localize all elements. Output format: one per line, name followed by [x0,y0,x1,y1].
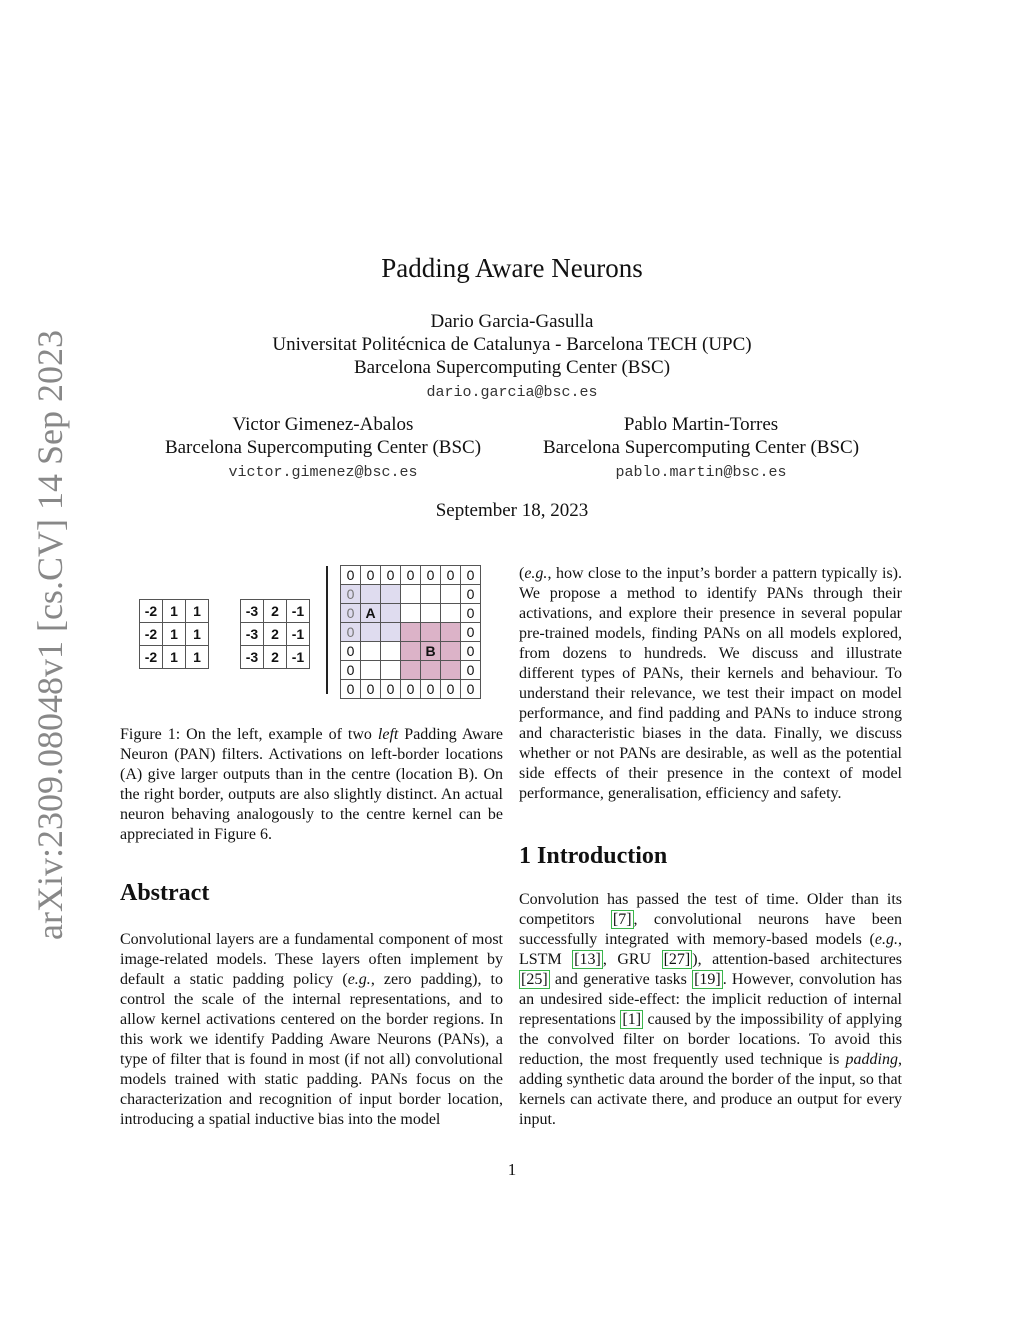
caption-text: Padding Aware Neuron (PAN) filters. Activations on left-border locations (A) give larger outputs than in the centre (location B). On the right border, outputs are also slightly distinct. An actual neuron behaving analogously to the centre kernel can be appreciated in Figure 6. [120,726,503,843]
kernel-cell: -2 [140,623,163,646]
grid-cell-pad: 0 [341,566,361,585]
grid-cell-pad: 0 [441,566,461,585]
citation-link[interactable]: [7] [612,911,632,928]
grid-cell-pad: 0 [341,642,361,661]
kernel-cell: 2 [264,623,287,646]
kernel-cell: 1 [186,646,209,669]
grid-cell [421,661,441,680]
grid-cell-pad: 0 [461,680,481,699]
intro-text: , LSTM [519,931,902,968]
section-heading-introduction: 1 Introduction [519,843,668,869]
grid-cell-pad: 0 [401,680,421,699]
citation-link[interactable]: [25] [521,971,548,988]
grid-cell [401,642,421,661]
citation-link[interactable]: [13] [574,951,601,968]
kernel-cell: 2 [264,646,287,669]
abstract-emphasis: e.g. [347,971,371,988]
intro-text: Convolution has passed the test of time. Older than its competitors [519,891,902,928]
intro-text: and generative tasks [549,971,693,988]
abstract-body [120,930,503,1130]
kernel-cell: 1 [186,623,209,646]
figure-divider [326,566,328,694]
grid-cell-pad: 0 [461,604,481,623]
figure-caption [120,725,503,845]
grid-cell-pad: 0 [461,661,481,680]
citation-link[interactable]: [1] [622,1011,642,1028]
abstract-emphasis: e.g. [524,565,548,582]
kernel-cell: -3 [241,623,264,646]
grid-cell-pad: 0 [421,680,441,699]
kernel-cell: -3 [241,600,264,623]
grid-cell-pad: 0 [341,623,361,642]
kernel-cell: -2 [140,646,163,669]
grid-cell-pad: 0 [381,566,401,585]
grid-cell-pad: 0 [461,585,481,604]
grid-cell-pad: 0 [461,566,481,585]
grid-cell [441,585,461,604]
author-name: Dario Garcia-Gasulla [430,311,594,332]
intro-text: caused by the impossibility of applying the convolved filter on border locations. To avoid this reduction, the most frequently used technique is [519,1011,902,1068]
grid-cell [401,661,421,680]
author-affiliation: Universitat Politécnica de Catalunya - Barcelona TECH (UPC) [272,334,752,355]
grid-cell-pad: 0 [361,566,381,585]
grid-cell-pad: 0 [381,680,401,699]
grid-cell-pad: 0 [401,566,421,585]
grid-cell [421,623,441,642]
grid-cell [381,661,401,680]
introduction-body [519,890,902,1130]
kernel-centre [240,599,310,669]
grid-cell [381,585,401,604]
grid-cell-pad: 0 [441,680,461,699]
intro-text: , adding synthetic data around the border of the input, so that kernels can activate there, and produce an output for every input. [519,1051,902,1128]
kernel-cell: 1 [163,600,186,623]
paper-date: September 18, 2023 [435,500,589,521]
paper-title: Padding Aware Neurons [381,253,643,283]
grid-cell [381,623,401,642]
abstract-text: , how close to the input’s border a pattern typically is). We propose a method to identify PANs through their activations, and explore their presence in several popular pre-trained models, finding PANs on all models explored, from dozens to hundreds. We discuss and illustrate different types of PANs, their kernels and behaviour. To understand their relevance, we test their impact on model performance, and find padding and PANs to induce strong and characteristic biases in the data. Finally, we discuss whether or not PANs are desirable, as well as the potential side effects of their presence in the context of model performance, generalisation, efficiency and safety. [519,565,902,802]
page-number: 1 [507,1160,517,1179]
kernel-cell: -3 [241,646,264,669]
author-name: Pablo Martin-Torres [623,414,779,435]
kernel-cell: 2 [264,600,287,623]
kernel-cell: -1 [287,600,310,623]
grid-cell-pad: 0 [341,680,361,699]
grid-cell [441,604,461,623]
grid-cell [361,623,381,642]
grid-cell [441,623,461,642]
abstract-continuation: (e.g., how close to the input’s border a pattern typically is). We propose a method to identify PANs through their activations, and explore their presence in several popular pre-trained models, finding PANs on all models explored, from dozens to hundreds. We discuss and illustrate different types of PANs, their kernels and behaviour. To understand their relevance, we test their impact on model performance, and find padding and PANs to induce strong and characteristic biases in the data. Finally, we discuss whether or not PANs are desirable, as well as the potential side effects of their presence in the context of model performance, generalisation, efficiency and safety. [519,565,902,802]
author-affiliation: Barcelona Supercomputing Center (BSC) [164,437,482,458]
intro-emphasis: e.g. [874,931,898,948]
grid-cell [381,642,401,661]
kernel-cell: -1 [287,623,310,646]
abstract-text: , zero padding), to control the scale of the internal representations, and to allow kernel activations centered on the border regions. In this work we identify Padding Aware Neurons (PANs), a type of filter that is found in most (if not all) convolutional models trained with static padding. PANs focus on the characterization and recognition of input border location, introducing a spatial inductive bias into the model [120,971,503,1128]
grid-cell-pad: 0 [461,642,481,661]
grid-cell-pad: 0 [341,585,361,604]
grid-cell [401,623,421,642]
grid-cell [361,585,381,604]
intro-text: ), attention-based architectures [692,951,903,968]
kernel-cell: 1 [163,623,186,646]
kernel-cell: -2 [140,600,163,623]
grid-cell-pad: 0 [361,680,381,699]
author-email[interactable]: victor.gimenez@bsc.es [228,464,418,481]
citation-link[interactable]: [27] [663,951,691,968]
grid-cell-pad: 0 [461,623,481,642]
grid-cell-label-b: B [421,642,441,661]
grid-cell-pad: 0 [341,661,361,680]
grid-cell [421,585,441,604]
caption-text: Figure 1: On the left, example of two [120,726,378,743]
caption-emphasis: left [377,726,399,743]
grid-cell [441,661,461,680]
author-name: Victor Gimenez-Abalos [232,414,414,435]
kernel-cell: -1 [287,646,310,669]
arxiv-stamp: arXiv:2309.08048v1 [cs.CV] 14 Sep 2023 [30,330,70,940]
intro-text: . However, convolution has an undesired side-effect: the implicit reduction of internal representations [519,971,902,1028]
abstract-text: Convolutional layers are a fundamental component of most image-related models. These layers often implement by default a static padding policy ( [120,931,503,988]
grid-cell [361,661,381,680]
intro-text: , convolutional neurons have been successfully integrated with memory-based models ( [519,911,902,948]
kernel-cell: 1 [186,600,209,623]
padded-input-grid [340,565,481,699]
citation-link[interactable]: [19] [694,971,721,988]
grid-cell [401,585,421,604]
kernel-cell: 1 [163,646,186,669]
grid-cell [401,604,421,623]
author-affiliation: Barcelona Supercomputing Center (BSC) [353,357,671,378]
author-email[interactable]: dario.garcia@bsc.es [426,384,598,401]
grid-cell-label-a: A [361,604,381,623]
grid-cell [421,604,441,623]
intro-emphasis: padding [845,1051,898,1068]
intro-text: , GRU [602,951,662,968]
kernel-left [139,599,209,669]
grid-cell-pad: 0 [341,604,361,623]
grid-cell-pad: 0 [421,566,441,585]
grid-cell [381,604,401,623]
grid-cell [361,642,381,661]
author-email[interactable]: pablo.martin@bsc.es [615,464,787,481]
grid-cell [441,642,461,661]
author-affiliation: Barcelona Supercomputing Center (BSC) [542,437,860,458]
abstract-heading: Abstract [120,880,210,906]
